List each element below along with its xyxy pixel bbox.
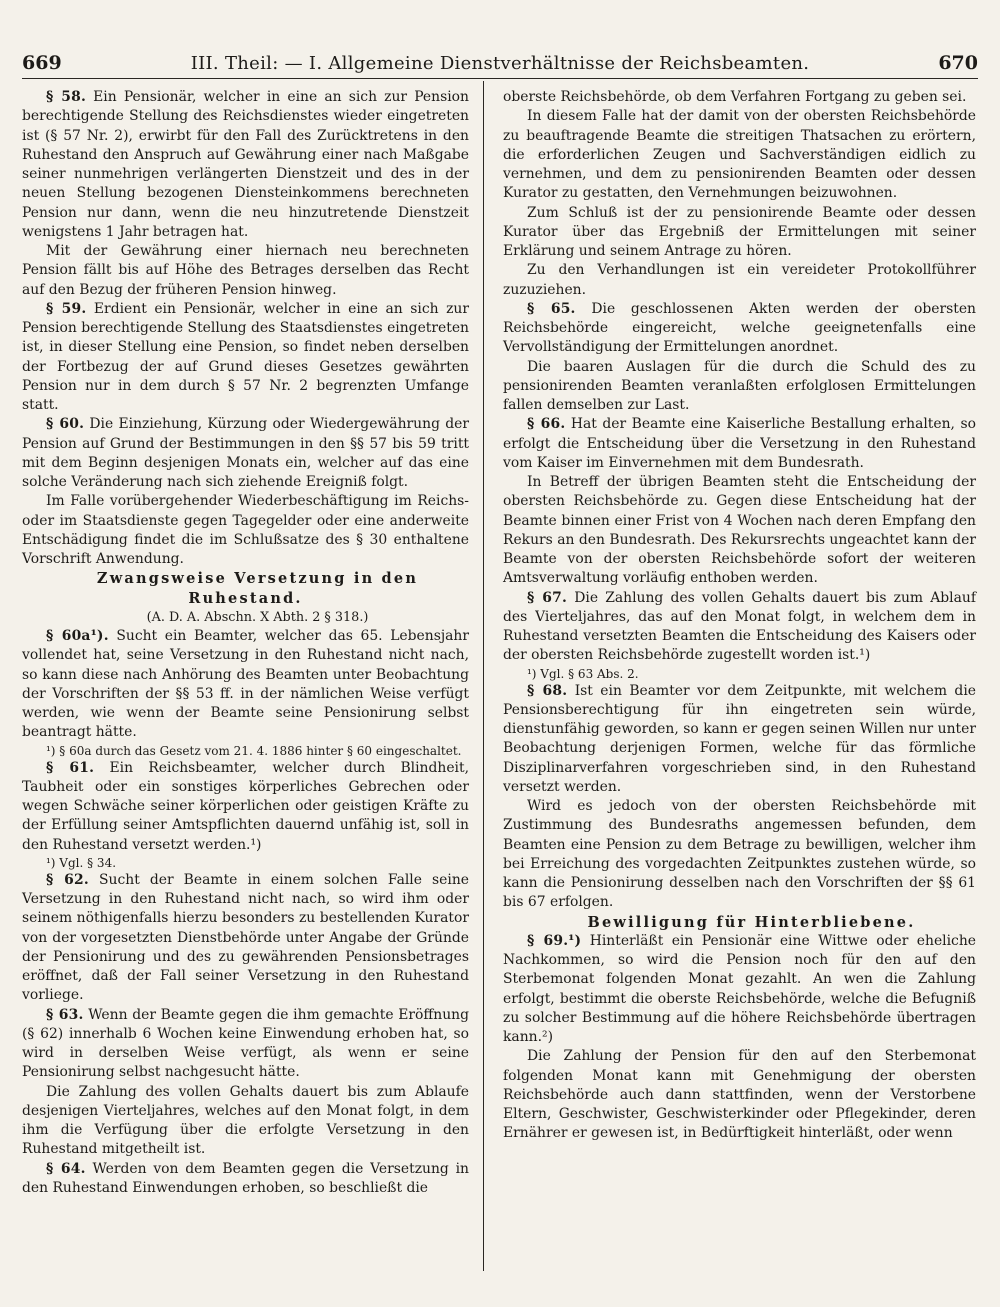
- section-number: § 65.: [527, 300, 576, 317]
- paragraph-section: [22, 300, 469, 416]
- left-column: [22, 88, 469, 1198]
- section-text: Sucht der Beamte in einem solchen Falle seine Versetzung in den Ruhestand nicht nach, so wird ihm oder seinem nöthigenfalls hierzu besonders zu bestellenden Kurator von der vorgesetzten Dienstbehörde unter Angabe der Gründe der Pensionirung und des zu gewährenden Pensionsbetrages eröffnet, daß der Fall seiner Versetzung in den Ruhestand vorliege.: [22, 871, 469, 1004]
- paragraph-section: [22, 759, 469, 855]
- section-number: § 63.: [46, 1006, 84, 1023]
- section-text: Ist ein Beamter vor dem Zeitpunkte, mit welchem die Pensionsberechtigung für ihn eingetreten sein würde, dienstunfähig geworden, so kann er gegen seinen Willen nur unter Beobachtung derjenigen Formen, welche für das förmliche Disziplinarverfahren vorgeschrieben sind, in den Ruhestand versetzt werden.: [503, 682, 976, 795]
- paragraph-section: [503, 300, 976, 358]
- footnote: ¹) § 60a durch das Gesetz vom 21. 4. 1886 hinter § 60 eingeschaltet.: [46, 743, 462, 758]
- section-text: Erdient ein Pensionär, welcher in eine an sich zur Pension berechtigende Stellung des Staatsdienstes eingetreten ist, in dieser Stellung eine Pension, so findet neben derselben der Fortbezug der auf Grund dieses Gesetzes gewährten Pension nur in dem durch § 57 Nr. 2 begrenzten Umfange statt.: [22, 300, 469, 413]
- body-paragraph: Die Zahlung der Pension für den auf den Sterbemonat folgenden Monat kann mit Genehmigung der obersten Reichsbehörde auch dann stattfinden, wenn der Verstorbene Eltern, Geschwister, Geschwisterkinder oder Pflegekinder, deren Ernährer er gewesen ist, in Bedürftigkeit hinterläßt, oder wenn: [503, 1048, 976, 1142]
- section-text: Die Zahlung des vollen Gehalts dauert bis zum Ablauf des Vierteljahres, das auf den Monat folgt, in welchem dem in Ruhestand versetzten Beamten die Entscheidung des Kaisers oder der obersten Reichsbehörde zugestellt worden ist.¹): [503, 589, 976, 664]
- section-text: Hat der Beamte eine Kaiserliche Bestallung erhalten, so erfolgt die Entscheidung über die Versetzung in den Ruhestand vom Kaiser im Einvernehmen mit dem Bundesrath.: [503, 416, 976, 471]
- paragraph-section: [22, 415, 469, 492]
- running-title: III. Theil: — I. Allgemeine Dienstverhältnisse der Reichsbeamten.: [190, 53, 810, 74]
- section-number: § 66.: [527, 416, 566, 433]
- right-column: [503, 88, 976, 1144]
- section-number: § 61.: [46, 759, 95, 776]
- section-text: Ein Pensionär, welcher in eine an sich zur Pension berechtigende Stellung des Reichsdienstes wieder eingetreten ist (§ 57 Nr. 2), erwirbt für den Fall des Zurücktretens in den Ruhestand den Anspruch auf Gewährung einer nach Maßgabe seiner nunmehrigen verlängerten Dienstzeit und des in der neuen Stellung bezogenen Diensteinkommens berechneten Pension nur dann, wenn die neu hinzutretende Dienstzeit wenigstens 1 Jahr betragen hat.: [22, 89, 469, 240]
- section-number: § 68.: [527, 682, 568, 699]
- body-paragraph: Zu den Verhandlungen ist ein vereideter Protokollführer zuzuziehen.: [503, 262, 976, 298]
- section-text: Hinterläßt ein Pensionär eine Wittwe oder eheliche Nachkommen, so wird die Pension noch für den auf den Sterbemonat folgenden Monat gezahlt. An wen die Zahlung erfolgt, bestimmt die oberste Reichsbehörde, welche die Befugniß zu solcher Bestimmung auf die höhere Reichsbehörde übertragen kann.²): [503, 932, 976, 1045]
- section-text: Ein Reichsbeamter, welcher durch Blindheit, Taubheit oder ein sonstiges körperliches Gebrechen oder wegen Schwäche seiner körperlichen oder geistigen Kräfte zu der Erfüllung seiner Amtspflichten dauernd unfähig ist, soll in den Ruhestand versetzt werden.¹): [22, 759, 469, 853]
- header-rule: [22, 78, 978, 79]
- section-text: Die Einziehung, Kürzung oder Wiedergewährung der Pension auf Grund der Bestimmungen in den §§ 57 bis 59 tritt mit dem Beginn desjenigen Monats ein, welcher auf das eine solche Veränderung nach sich ziehende Ereigniß folgt.: [22, 416, 469, 490]
- section-number: § 67.: [527, 589, 568, 606]
- page-number-left: 669: [22, 52, 62, 74]
- paragraph-section: [503, 682, 976, 798]
- paragraph-section: [22, 627, 469, 743]
- body-paragraph: Mit der Gewährung einer hiernach neu berechneten Pension fällt bis auf Höhe des Betrages derselben das Recht auf den Bezug der früheren Pension hinweg.: [22, 243, 469, 298]
- section-heading: Bewilligung für Hinterbliebene.: [587, 913, 916, 931]
- section-number: § 64.: [46, 1160, 86, 1177]
- section-number: § 59.: [46, 300, 87, 317]
- page-number-right: 670: [938, 52, 978, 74]
- section-heading: Zwangsweise Versetzung in den Ruhestand.: [96, 570, 419, 607]
- section-number: § 60.: [46, 416, 85, 433]
- page-header: [22, 44, 978, 74]
- section-text: Werden von dem Beamten gegen die Versetzung in den Ruhestand Einwendungen erhoben, so beschließt die: [22, 1160, 469, 1196]
- footnote: ¹) Vgl. § 63 Abs. 2.: [527, 666, 639, 681]
- heading-reference: (A. D. A. Abschn. X Abth. 2 § 318.): [146, 609, 369, 625]
- column-divider: [483, 81, 484, 1271]
- section-text: Die geschlossenen Akten werden der obersten Reichsbehörde eingereicht, welche geeignetenfalls eine Vervollständigung der Ermittelungen anordnet.: [503, 300, 976, 356]
- body-paragraph: Im Falle vorübergehender Wiederbeschäftigung im Reichs- oder im Staatsdienste gegen Tagegelder oder eine anderweite Entschädigung findet die im Schlußsatze des § 30 enthaltene Vorschrift Anwendung.: [22, 493, 469, 567]
- body-paragraph: In diesem Falle hat der damit von der obersten Reichsbehörde zu beauftragende Beamte die streitigen Thatsachen zu erörtern, die erforderlichen Zeugen und Sachverständigen eidlich zu vernehmen, und dem zu pensionirenden Beamten oder dessen Kurator zu gestatten, den Vernehmungen beizuwohnen.: [503, 108, 976, 202]
- body-paragraph: Wird es jedoch von der obersten Reichsbehörde mit Zustimmung des Bundesraths angemessen befunden, dem Beamten eine Pension zu dem Betrage zu bewilligen, welcher ihm bei Erreichung des vorgedachten Zeitpunktes zustehen würde, so kann die Pensionirung desselben nach den Vorschriften der §§ 61 bis 67 erfolgen.: [503, 798, 976, 911]
- paragraph-section: [503, 932, 976, 1048]
- paragraph-section: [22, 88, 469, 242]
- paragraph-section: [503, 415, 976, 473]
- section-number: § 58.: [46, 89, 86, 105]
- section-number: § 69.¹): [527, 932, 582, 949]
- paragraph-section: [22, 1006, 469, 1083]
- continued-paragraph: oberste Reichsbehörde, ob dem Verfahren Fortgang zu geben sei.: [503, 89, 967, 105]
- paragraph-section: [22, 871, 469, 1006]
- body-paragraph: Zum Schluß ist der zu pensionirende Beamte oder dessen Kurator über das Ergebniß der Ermittelungen mit seiner Erklärung und seinem Antrage zu hören.: [503, 204, 976, 259]
- body-paragraph: Die baaren Auslagen für die durch die Schuld des zu pensionirenden Beamten veranlaßten erfolglosen Ermittelungen fallen demselben zur Last.: [503, 358, 976, 413]
- section-text: Sucht ein Beamter, welcher das 65. Lebensjahr vollendet hat, seine Versetzung in den Ruhestand nicht nach, so kann diese nach Anhörung des Beamten unter Beobachtung der Vorschriften der §§ 53 ff. in der nämlichen Weise verfügt werden, wie wenn der Beamte seine Pensionirung selbst beantragt hätte.: [22, 628, 469, 741]
- section-text: Wenn der Beamte gegen die ihm gemachte Eröffnung (§ 62) innerhalb 6 Wochen keine Einwendung erhoben hat, so wird in derselben Weise verfügt, als wenn er seine Pensionirung selbst nachgesucht hätte.: [22, 1006, 469, 1081]
- footnote: ¹) Vgl. § 34.: [46, 855, 117, 870]
- section-number: § 60a¹).: [46, 628, 109, 644]
- paragraph-section: [22, 1160, 469, 1199]
- section-number: § 62.: [46, 871, 89, 888]
- body-paragraph: In Betreff der übrigen Beamten steht die Entscheidung der obersten Reichsbehörde zu. Gegen diese Entscheidung hat der Beamte binnen einer Frist von 4 Wochen nach deren Empfang den Rekurs an den Bundesrath. Des Rekursrechts ungeachtet kann der Beamte von der obersten Reichsbehörde sofort der weiteren Amtsverwaltung vorläufig enthoben werden.: [503, 474, 976, 587]
- paragraph-section: [503, 589, 976, 666]
- body-paragraph: Die Zahlung des vollen Gehalts dauert bis zum Ablaufe desjenigen Vierteljahres, welches auf den Monat folgt, in dem ihm die Verfügung über die erfolgte Versetzung in den Ruhestand mitgetheilt ist.: [22, 1083, 469, 1158]
